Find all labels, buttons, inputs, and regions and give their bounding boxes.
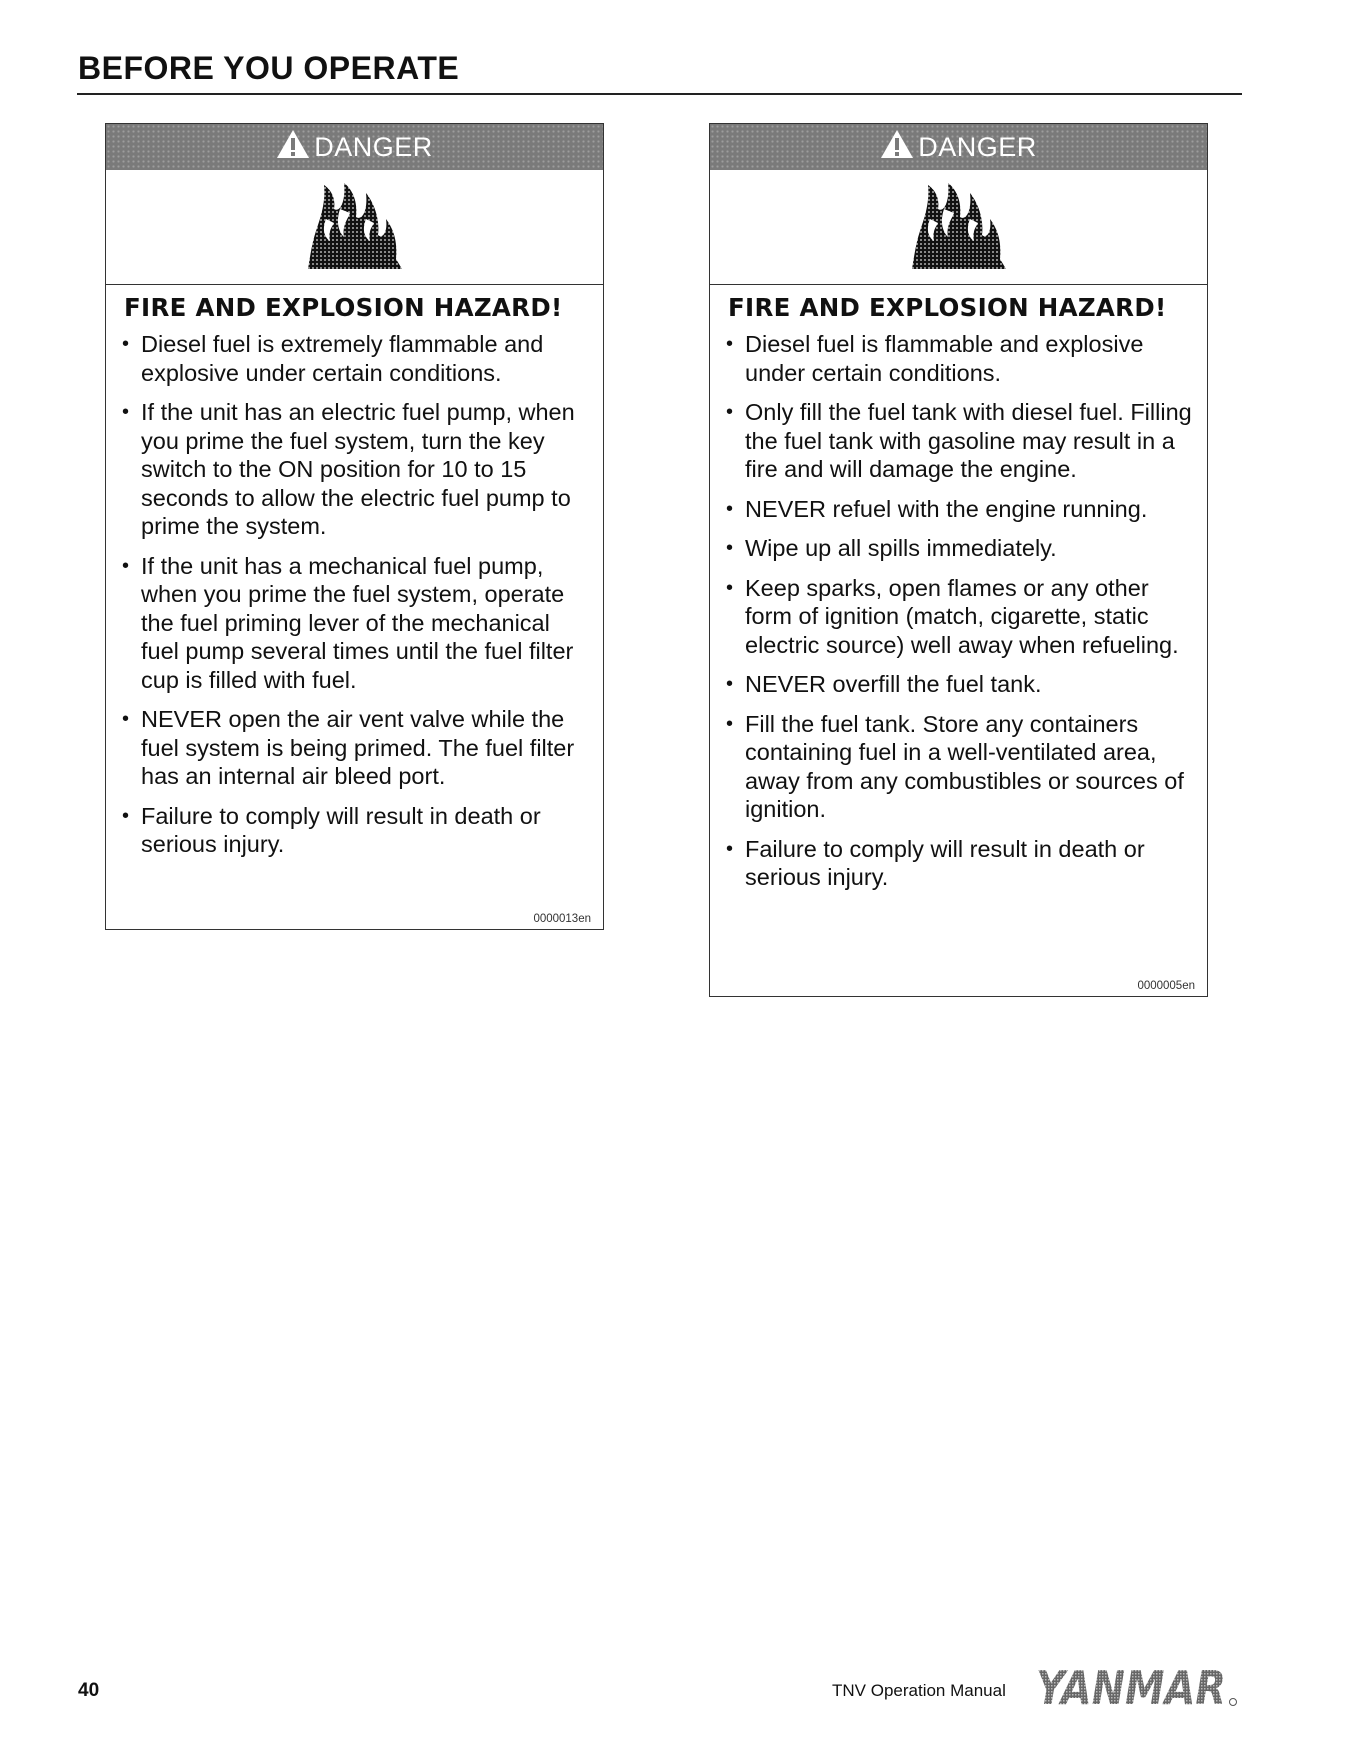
fire-icon <box>904 179 1014 276</box>
danger-panel-right <box>709 123 1208 997</box>
list-item: • NEVER refuel with the engine running. <box>726 495 1197 524</box>
list-item: • Failure to comply will result in death or serious injury. <box>726 835 1197 892</box>
danger-banner-label: DANGER <box>314 131 433 162</box>
danger-panel-left <box>105 123 604 930</box>
list-item: • NEVER overfill the fuel tank. <box>726 670 1197 699</box>
yanmar-logo <box>1036 1664 1238 1710</box>
list-item: • Fill the fuel tank. Store any containers containing fuel in a well-ventilated area, away from any combustibles or sources of ignition. <box>726 710 1197 824</box>
list-item: • Diesel fuel is flammable and explosive under certain conditions. <box>726 330 1197 387</box>
manual-name: TNV Operation Manual <box>832 1681 1006 1700</box>
hazard-bullet-list <box>710 330 1207 892</box>
fire-pictogram <box>106 170 603 285</box>
warning-triangle-icon <box>276 129 310 166</box>
list-item: • Wipe up all spills immediately. <box>726 534 1197 563</box>
hazard-bullet-list <box>106 330 603 859</box>
label-code: 0000005en <box>1137 980 1195 992</box>
list-item: • Failure to comply will result in death or serious injury. <box>122 802 593 859</box>
warning-triangle-icon <box>880 129 914 166</box>
label-code: 0000013en <box>533 913 591 925</box>
list-item: • Diesel fuel is extremely flammable and explosive under certain conditions. <box>122 330 593 387</box>
fire-pictogram <box>710 170 1207 285</box>
list-item: • NEVER open the air vent valve while the fuel system is being primed. The fuel filter has an internal air bleed port. <box>122 705 593 791</box>
hazard-title: FIRE AND EXPLOSION HAZARD! <box>728 293 1167 322</box>
list-item: • Only fill the fuel tank with diesel fuel. Filling the fuel tank with gasoline may result in a fire and will damage the engine. <box>726 398 1197 484</box>
fire-icon <box>300 179 410 276</box>
danger-banner <box>106 124 603 170</box>
list-item: • Keep sparks, open flames or any other form of ignition (match, cigarette, static electric source) well away when refueling. <box>726 574 1197 660</box>
list-item: • If the unit has an electric fuel pump, when you prime the fuel system, turn the key switch to the ON position for 10 to 15 seconds to allow the electric fuel pump to prime the system. <box>122 398 593 541</box>
hazard-title: FIRE AND EXPLOSION HAZARD! <box>124 293 563 322</box>
title-divider <box>77 93 1242 95</box>
list-item: • If the unit has a mechanical fuel pump, when you prime the fuel system, operate the fuel priming lever of the mechanical fuel pump several times until the fuel filter cup is filled with fuel. <box>122 552 593 695</box>
brand-name: YANMAR <box>1036 1664 1226 1710</box>
page-title: BEFORE YOU OPERATE <box>78 50 460 86</box>
danger-banner-label: DANGER <box>918 131 1037 162</box>
danger-banner <box>710 124 1207 170</box>
page-number: 40 <box>78 1680 100 1701</box>
